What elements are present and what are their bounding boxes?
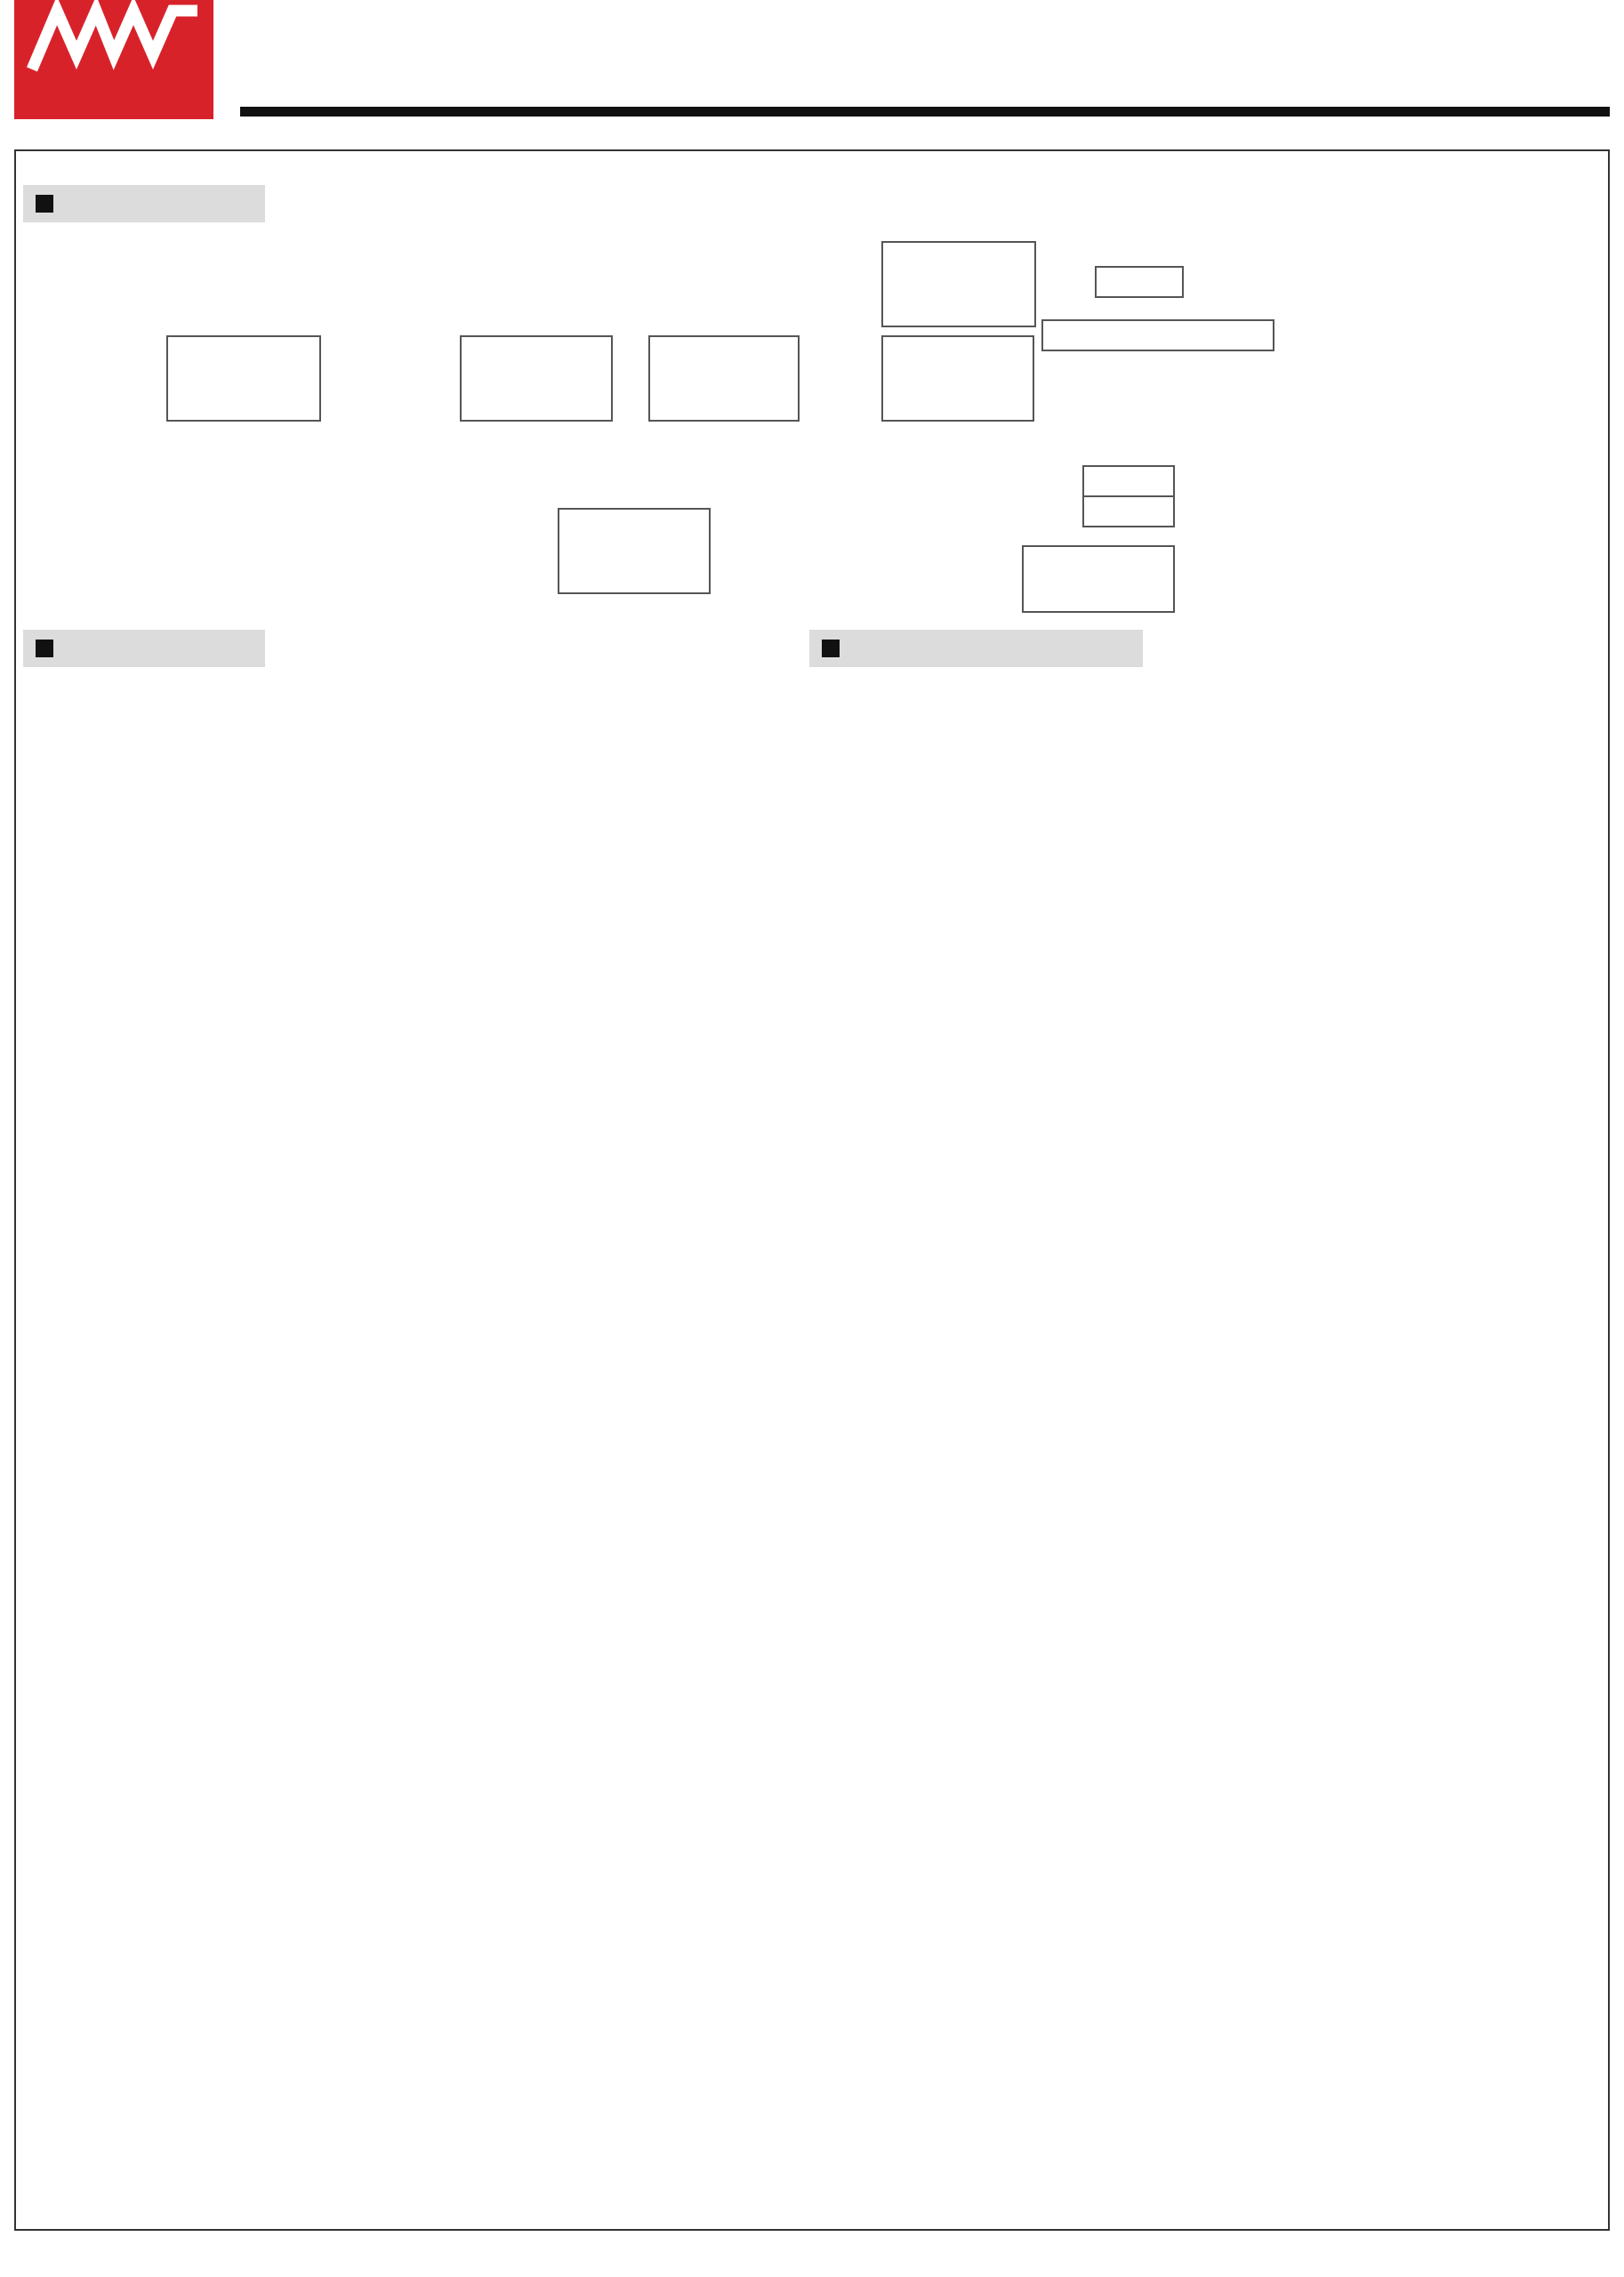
block-diagram — [0, 222, 1624, 623]
fan-control-block — [1042, 320, 1274, 350]
pwm-control-block — [559, 509, 710, 593]
square-bullet-icon — [822, 640, 840, 657]
mw-logo-mark — [14, 0, 213, 119]
emi-filter-block — [167, 336, 320, 421]
section-static-characteristics — [809, 630, 1143, 667]
mean-well-logo — [14, 0, 213, 119]
square-bullet-icon — [36, 640, 53, 657]
fan-block — [1096, 267, 1183, 297]
detection-circuit-block — [1023, 546, 1174, 612]
section-derating-curve — [23, 630, 265, 667]
power-switching-block — [649, 336, 799, 421]
section-block-diagram — [23, 185, 265, 222]
header-rule — [240, 107, 1610, 117]
square-bullet-icon — [36, 195, 53, 213]
rect-filter-top-block — [882, 242, 1035, 326]
rect-filter-main-block — [882, 336, 1033, 421]
rectifiers-block — [461, 336, 612, 421]
